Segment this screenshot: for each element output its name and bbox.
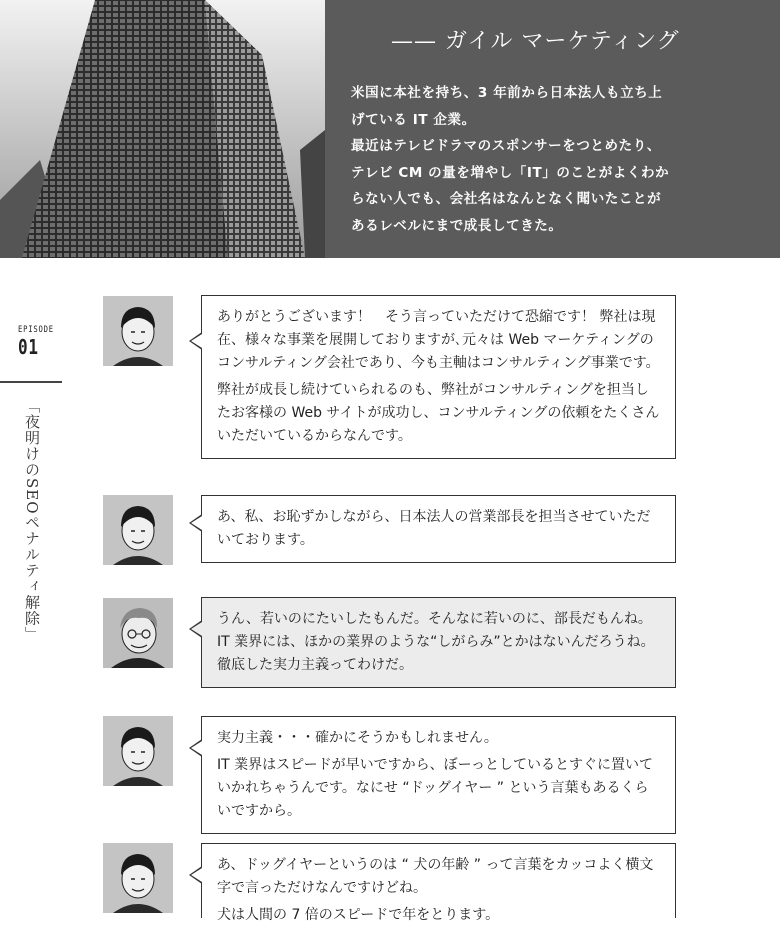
- episode-number: 01: [18, 335, 39, 359]
- bubble-tail: [189, 332, 202, 350]
- bubble-tail: [189, 514, 202, 532]
- young-man-avatar: [103, 843, 173, 913]
- company-description: 米国に本社を持ち、3 年前から日本法人も立ち上 げている IT 企業。 最近はテレビドラマのスポンサーをつとめたり、 テレビ CM の量を増やし「IT」のことがよくわか らない人でも、会社名はなんとなく聞いたことが あるレベルにまで成長してきた。: [351, 85, 670, 234]
- episode-marker: [18, 325, 63, 359]
- building-photo: [0, 0, 325, 258]
- speech-bubble-1: ありがとうございます！ そう言っていただけて恐縮です！ 弊社は現在、様々な事業を展開しておりますが､元々は Web マーケティングのコンサルティング会社であり、今も主軸はコンサルティング事業です。 弊社が成長し続けていられるのも、弊社がコンサルティングを担当したお客様の Web サイトが成功し、コンサルティングの依頼をたくさんいただいているからなんです。: [201, 295, 676, 459]
- speech-bubble-3: うん、若いのにたいしたもんだ。そんなに若いのに、部長だもんね。IT 業界には、ほかの業界のような“しがらみ”とかはないんだろうね。徹底した実力主義ってわけだ。: [201, 597, 676, 688]
- speech-bubble-2: あ、私、お恥ずかしながら、日本法人の営業部長を担当させていただいております。: [201, 495, 676, 563]
- header: [0, 0, 780, 258]
- bubble-tail: [189, 866, 202, 884]
- speech-bubble-5: あ、ドッグイヤーというのは “ 犬の年齢 ” って言葉をカッコよく横文字で言っただけなんですけどね。 犬は人間の 7 倍のスピードで年をとります。: [201, 843, 676, 918]
- episode-label: EPISODE: [18, 325, 54, 335]
- young-man-avatar: [103, 296, 173, 366]
- company-title: —— ガイル マーケティング: [391, 29, 680, 54]
- episode-title: 「夜明けのSEOペナルティ解除」: [23, 398, 41, 643]
- bubble-tail: [189, 620, 202, 638]
- young-man-avatar: [103, 716, 173, 786]
- bubble-tail: [189, 739, 202, 757]
- company-panel: [325, 0, 780, 258]
- speech-bubble-4: 実力主義・・・確かにそうかもしれません。 IT 業界はスピードが早いですから、ぼーっとしているとすぐに置いていかれちゃうんです。なにせ “ドッグイヤー ” という言葉もあるくらいですから。: [201, 716, 676, 834]
- episode-divider: [0, 381, 62, 383]
- older-man-avatar: [103, 598, 173, 668]
- young-man-avatar: [103, 495, 173, 565]
